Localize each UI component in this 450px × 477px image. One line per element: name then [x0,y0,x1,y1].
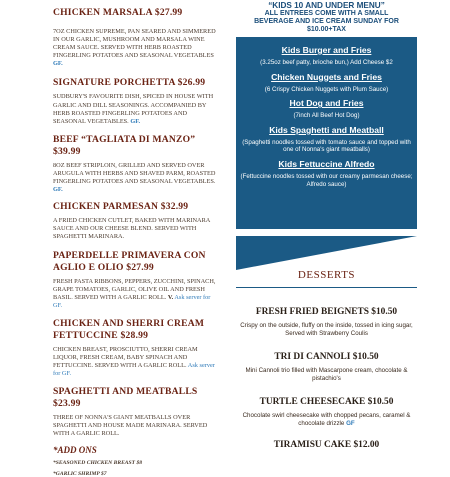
gf-badge: GF. [53,186,63,194]
item-description: THREE OF NONNA'S GIANT MEATBALLS OVER SPAGHETTI AND HOUSE MADE MARINARA. SERVED WITH A GARLIC ROLL. [53,414,208,438]
kids-item-name: Kids Spaghetti and Meatball [269,124,384,135]
menu-item [53,201,218,241]
dessert-name: FRESH FRIED BEIGNETS $10.50 [255,307,398,317]
desserts-title: DESSERTS [297,269,356,281]
menu-item [53,386,218,438]
item-description: 7OZ CHICKEN SUPREME, PAN SEARED AND SIMMERED IN OUR GARLIC, MUSHROOM AND MARSALA WINE CREAM SAUCE. SERVED WITH HERB ROASTED FINGERLING POTATOES AND SEASONAL VEGETABLES GF. [53,28,216,68]
dessert-desc: Chocolate swirl cheesecake with chopped pecans, caramel & chocolate drizzle GF [242,412,411,427]
item-price: $23.99 [53,398,81,410]
dessert-item [236,307,417,337]
kids-menu-note: ALL ENTREES COME WITH A SMALL [264,10,389,17]
gf-badge: GF [346,419,355,427]
dessert-name: TRI DI CANNOLI $10.50 [274,352,379,362]
kids-menu-box [236,37,417,229]
kids-item-name: Chicken Nuggets and Fries [271,71,382,82]
dessert-desc: Mini Cannoli trio filled with Mascarpone cream, chocolate & pistachio's [245,367,408,382]
item-name: CHICKEN PARMESAN [53,201,159,213]
desserts-divider [236,287,417,288]
kids-item-name: Kids Fettuccine Alfredo [278,158,375,169]
addon-item: *SEASONED CHICKEN BREAST $8 [53,459,143,466]
menu-item [53,77,218,125]
kids-item-desc: (6 Crispy Chicken Nuggets with Plum Sauce) [264,85,389,93]
item-price: $32.99 [160,201,189,213]
kids-item-name: Hot Dog and Fries [289,98,364,109]
menu-item [53,250,218,310]
addon-item: *GARLIC SHRIMP $7 [53,470,107,477]
kids-item-desc: (7inch All Beef Hot Dog) [293,112,360,120]
decorative-wedge [236,236,417,270]
gf-note: Ask server for GF. [53,362,215,378]
item-price: $27.99 [126,261,154,273]
gf-note: Ask server for GF. [53,293,211,309]
gf-badge: GF. [53,60,63,68]
item-name: SPAGHETTI AND MEATBALLS [53,386,198,398]
vegetarian-badge: V. [167,293,174,301]
kids-item-name: Kids Burger and Fries [281,45,372,55]
menu-item [53,134,218,194]
item-price: $26.99 [177,77,206,89]
kids-item-desc: (Spaghetti noodles tossed with tomato sauce and topped with one of Nonna's giant meatballs) [242,138,411,154]
item-description: A FRIED CHICKEN CUTLET, BAKED WITH MARINARA SAUCE AND OUR CHEESE BLEND. SERVED WITH SPAGHETTI MARINARA. [53,217,211,241]
gf-badge: GF. [130,117,141,125]
item-description: SUDBURY'S FAVOURITE DISH, SPICED IN HOUSE WITH GARLIC AND DILL SEASONINGS. ACCOMPANIED BY HERB ROASTED FINGERLING POTATOES AND SEASONAL VEGETABLES. GF. [53,93,214,125]
menu-item [53,318,218,378]
item-name: CHICKEN MARSALA [53,7,153,18]
kids-menu-title: “KIDS 10 AND UNDER MENU” [268,1,385,10]
addons-title: *ADD ONS [53,444,97,455]
dessert-name: TURTLE CHEESECAKE $10.50 [259,397,394,407]
entrees-column [53,0,218,477]
item-description: CHICKEN BREAST, PROSCIUTTO, SHERRI CREAM LIQUOR, FRESH CREAM, BABY SPINACH AND FETTUCCINE. SERVED WITH A GARLIC ROLL. Ask server for GF. [53,345,215,378]
item-price: $28.99 [120,329,149,341]
dessert-desc: Crispy on the outside, fluffy on the inside, tossed in icing sugar, Served with Strawberry Coulis [240,322,413,337]
item-name: BEEF “TAGLIATA DI MANZO” [53,133,196,145]
dessert-item [236,352,417,382]
kids-item-desc: (3.25oz beef patty, brioche bun,) Add Cheese $2 [260,59,393,66]
item-name: PAPERDELLE PRIMAVERA CON AGLIO E OLIO [53,249,206,273]
item-description: 8OZ BEEF STRIPLOIN, GRILLED AND SERVED OVER ARUGULA WITH HERBS AND SHAVED PARM, ROASTED FINGERLING POTATOES AND SEASONAL VEGETABLES. GF. [53,161,216,194]
dessert-name: TIRAMISU CAKE $12.00 [273,440,380,450]
kids-desserts-column [236,0,417,450]
kids-item-desc: (Fettuccine noodles tossed with our creamy parmesan cheese; Alfredo sauce) [240,172,413,188]
item-price: $39.99 [53,145,81,157]
item-price: $27.99 [154,7,183,18]
kids-menu-price: $10.00+TAX [307,26,346,33]
dessert-item [236,397,417,427]
kids-menu-note: BEVERAGE AND ICE CREAM SUNDAY FOR [254,18,399,25]
item-name: SIGNATURE PORCHETTA [53,77,176,89]
item-description: FRESH PASTA RIBBONS, PEPPERS, ZUCCHINI, SPINACH, GRAPE TOMATOES, GARLIC, OLIVE OIL AND FRESH BASIL. SERVED WITH A GARLIC ROLL. V. Ask server for GF. [53,277,216,309]
dessert-item [236,440,417,450]
item-name: CHICKEN AND SHERRI CREAM FETTUCCINE [53,317,205,341]
menu-item [53,7,218,68]
